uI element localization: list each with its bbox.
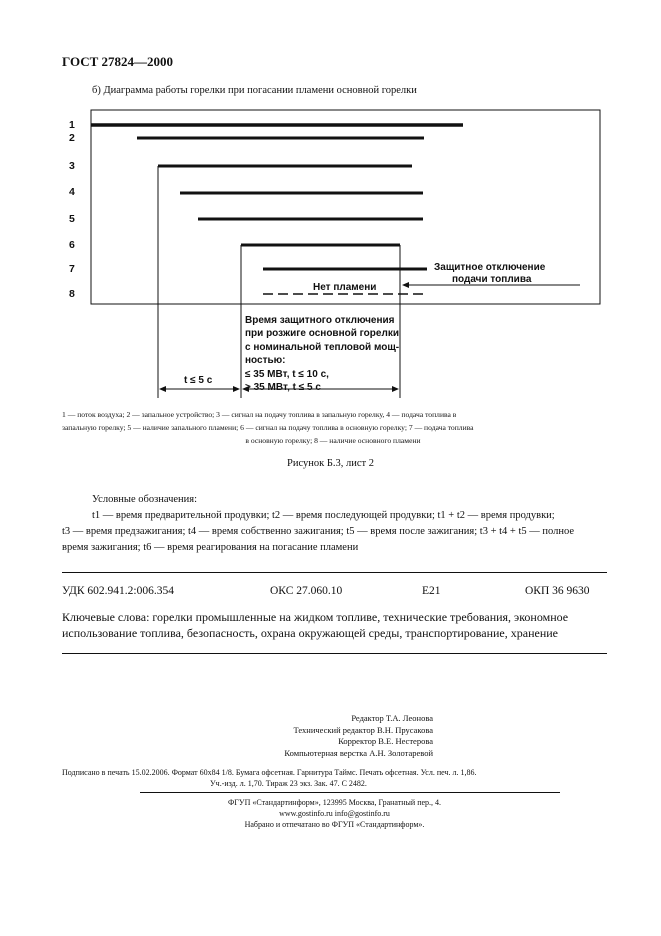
- okp: ОКП 36 9630: [525, 585, 590, 597]
- e-code: Е21: [422, 585, 441, 597]
- row-label-3: 3: [69, 160, 75, 172]
- document-header: ГОСТ 27824—2000: [62, 54, 174, 69]
- credit-layout: Компьютерная верстка А.Н. Золотаревой: [284, 747, 433, 758]
- legend: [62, 408, 604, 447]
- divider-bottom: [62, 653, 607, 654]
- row-label-1: 1: [69, 119, 75, 131]
- credit-corrector: Корректор В.Е. Нестерова: [338, 736, 433, 746]
- publisher-line: www.gostinfo.ru info@gostinfo.ru: [279, 809, 390, 818]
- print-line: Подписано в печать 15.02.2006. Формат 60x84 1/8. Бумага офсетная. Гарнитура Таймс. Печать офсетная. Усл. печ. л. 1,86.: [62, 768, 477, 777]
- print-info: [62, 767, 607, 789]
- protective-shutdown-label: Защитное отключение: [434, 262, 546, 273]
- note-line: Время защитного отключения: [245, 315, 395, 326]
- publisher: [62, 797, 607, 830]
- note-line: с номинальной тепловой мощ-: [245, 341, 400, 353]
- credit-editor: Редактор Т.А. Леонова: [351, 713, 433, 723]
- row-label-4: 4: [69, 186, 75, 198]
- credits: [284, 713, 433, 759]
- divider-top: [62, 572, 607, 573]
- legend-line: 1 — поток воздуха; 2 — запальное устройство; 3 — сигнал на подачу топлива в запальную горелку, 4 — подача топлива в: [62, 410, 457, 419]
- time-dim-arrow-right: [233, 386, 240, 392]
- udk: УДК 602.941.2:006.354: [62, 585, 174, 597]
- keywords: Ключевые слова: горелки промышленные на жидком топливе, технические требования, экономное использование топлива, безопасность, охрана окружающей среды, транспортирование, хранение: [62, 610, 569, 640]
- fuel-supply-label: подачи топлива: [452, 274, 532, 285]
- row-label-8: 8: [69, 288, 75, 300]
- row-label-6: 6: [69, 239, 75, 251]
- time-label: t ≤ 5 с: [184, 375, 213, 386]
- protective-time-note: [245, 314, 399, 394]
- no-flame-label: Нет пламени: [313, 282, 377, 293]
- print-line: Уч.-изд. л. 1,70. Тираж 23 экз. Зак. 47. С 2482.: [210, 779, 367, 788]
- note-line: при розжиге основной горелки: [245, 328, 399, 340]
- legend-line: в основную горелку; 8 — наличие основного пламени: [245, 436, 421, 445]
- notes-line: t3 — время предзажигания; t4 — время собственно зажигания; t5 — время после зажигания; t3 + t4 + t5 — полное: [62, 526, 575, 537]
- notes-line: t1 — время предварительной продувки; t2 — время последующей продувки; t1 + t2 — время продувки;: [92, 510, 555, 521]
- row-label-7: 7: [69, 263, 75, 275]
- protective-arrow-head: [402, 282, 409, 288]
- divider-print: [140, 792, 560, 793]
- legend-line: запальную горелку; 5 — наличие запального пламени; 6 — сигнал на подачу топлива в основную горелку; 7 — подача топлива: [62, 423, 474, 432]
- credit-tech-editor: Технический редактор В.Н. Прусакова: [293, 724, 433, 735]
- notes-title: Условные обозначения:: [92, 494, 198, 505]
- row-label-2: 2: [69, 132, 75, 144]
- note-line: ≤ 35 МВт, t ≤ 10 с,: [245, 368, 329, 380]
- time-dim-arrow-left: [159, 386, 166, 392]
- note-line: ностью:: [245, 355, 286, 367]
- notes: [62, 492, 602, 556]
- oks: ОКС 27.060.10: [270, 585, 343, 597]
- publisher-line: Набрано и отпечатано во ФГУП «Стандартинформ».: [244, 820, 425, 829]
- publisher-line: ФГУП «Стандартинформ», 123995 Москва, Гранатный пер., 4.: [227, 798, 442, 807]
- note-line: > 35 МВт, t ≤ 5 с: [245, 382, 321, 394]
- notes-line: время зажигания; t6 — время реагирования на погасание пламени: [62, 542, 359, 553]
- figure-caption: Рисунок Б.3, лист 2: [287, 458, 374, 469]
- row-label-5: 5: [69, 213, 75, 225]
- diagram-subtitle: б) Диаграмма работы горелки при погасании пламени основной горелки: [92, 85, 417, 96]
